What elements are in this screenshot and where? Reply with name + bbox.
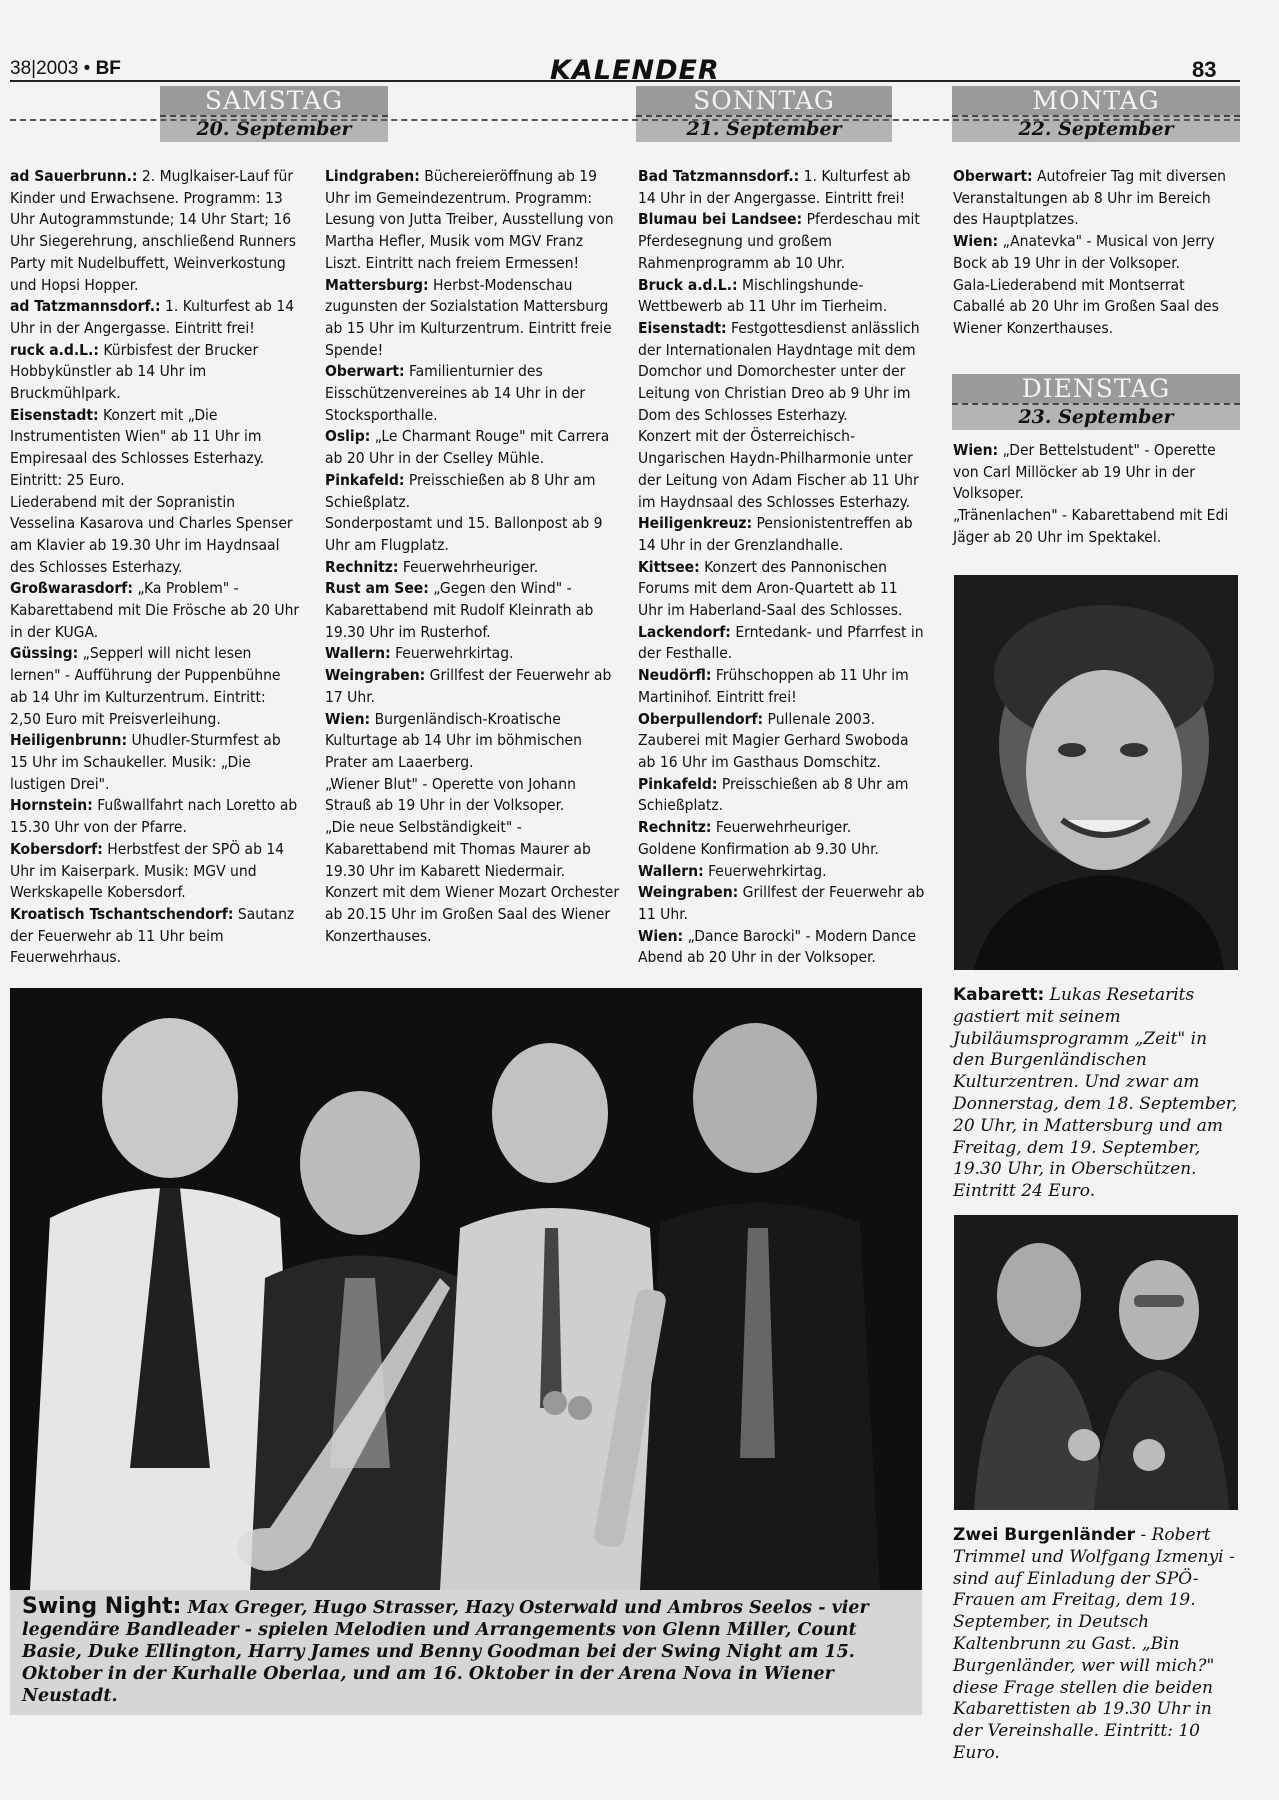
two-comedians-photo bbox=[954, 1215, 1238, 1510]
event-description: Preisschießen ab 8 Uhr am Schießplatz. bbox=[325, 470, 596, 511]
day-header-sunday bbox=[636, 86, 892, 142]
event-entry bbox=[638, 318, 926, 427]
event-entry bbox=[638, 817, 926, 839]
day-header-tuesday bbox=[952, 374, 1240, 430]
event-entry bbox=[953, 505, 1239, 548]
event-location: Mattersburg: bbox=[325, 275, 429, 294]
event-location: Rechnitz: bbox=[638, 818, 712, 837]
event-description: Konzert des Pannonischen Forums mit dem Aron-Quartett ab 11 Uhr im Haberland-Saal des Schlosses. bbox=[638, 557, 903, 620]
event-location: Rechnitz: bbox=[325, 557, 399, 576]
event-location: Wien: bbox=[953, 441, 999, 459]
event-location: Eisenstadt: bbox=[10, 405, 99, 424]
event-entry bbox=[325, 882, 623, 947]
event-description: Konzert mit „Die Instrumentisten Wien" ab 11 Uhr im Empiresaal des Schlosses Esterhazy. Eintritt: 25 Euro. bbox=[10, 405, 265, 489]
event-description: „Der Bettelstudent" - Operette von Carl Millöcker ab 19 Uhr in der Volksoper. bbox=[953, 441, 1216, 503]
event-entry bbox=[953, 166, 1239, 231]
event-entry bbox=[325, 275, 623, 362]
event-description: Gala-Liederabend mit Montserrat Caballé ab 20 Uhr im Großen Saal des Wiener Konzerthauses. bbox=[953, 275, 1219, 337]
event-entry bbox=[638, 426, 926, 513]
event-description: Preisschießen ab 8 Uhr am Schießplatz. bbox=[638, 774, 909, 815]
event-location: Weingraben: bbox=[638, 883, 739, 902]
event-entry bbox=[325, 578, 623, 643]
issue-number: 38|2003 • BF bbox=[10, 58, 121, 79]
day-header-saturday bbox=[160, 86, 388, 142]
section-title: KALENDER bbox=[550, 55, 720, 86]
event-description: Herbst-Modenschau zugunsten der Sozialstation Mattersburg ab 15 Uhr im Kulturzentrum. Eintritt freie Spende! bbox=[325, 275, 612, 359]
portrait-photo bbox=[954, 575, 1238, 970]
caption-lead: Zwei Burgenländer bbox=[953, 1525, 1136, 1545]
event-description: Herbstfest der SPÖ ab 14 Uhr im Kaiserpark. Musik: MGV und Werkskapelle Kobersdorf. bbox=[10, 839, 285, 902]
event-location: Oberwart: bbox=[325, 362, 405, 381]
event-description: Pullenale 2003. Zauberei mit Magier Gerhard Swoboda ab 16 Uhr im Gasthaus Domschitz. bbox=[638, 709, 909, 771]
event-description: Grillfest der Feuerwehr ab 17 Uhr. bbox=[325, 666, 612, 706]
event-entry bbox=[953, 440, 1239, 505]
caption-text: Lukas Resetarits gastiert mit seinem Jubiläumsprogramm „Zeit" in den Burgenländischen Kulturzentren. Und zwar am Donnerstag, dem 18. September, 20 Uhr, in Mattersburg und am Freitag, dem 19. September, 19.30 Uhr, in Oberschützen. Eintritt 24 Euro. bbox=[953, 985, 1238, 1202]
event-entry bbox=[638, 557, 926, 622]
column-saturday-1 bbox=[10, 166, 300, 969]
event-entry bbox=[10, 492, 300, 579]
event-location: ad Sauerbrunn.: bbox=[10, 167, 138, 185]
event-entry bbox=[638, 513, 926, 556]
kabarett-caption bbox=[953, 985, 1239, 1203]
day-name: DIENSTAG bbox=[1021, 374, 1171, 403]
caption-text: - Robert Trimmel und Wolfgang Izmenyi - sind auf Einladung der SPÖ-Frauen am Freitag, dem 19. September, in Deutsch Kaltenbrunn zu Gast. „Bin Burgenländer, wer will mich?" diese Frage stellen die beiden Kabarettisten ab 19.30 Uhr in der Vereinshalle. Eintritt: 10 Euro. bbox=[953, 1525, 1235, 1763]
event-description: „Gegen den Wind" - Kabarettabend mit Rudolf Kleinrath ab 19.30 Uhr im Rusterhof. bbox=[325, 579, 594, 641]
event-description: „Ka Problem" - Kabarettabend mit Die Frösche ab 20 Uhr in der KUGA. bbox=[10, 579, 300, 641]
day-name: SAMSTAG bbox=[204, 86, 344, 115]
event-entry bbox=[10, 405, 300, 492]
event-description: „Anatevka" - Musical von Jerry Bock ab 19 Uhr in der Volksoper. bbox=[953, 232, 1215, 272]
event-location: Bad Tatzmannsdorf.: bbox=[638, 167, 800, 185]
event-description: 2. Muglkaiser-Lauf für Kinder und Erwachsene. Programm: 13 Uhr Autogrammstunde; 14 Uhr Start; 16 Uhr Siegerehrung, anschließend Runners Party mit Nudelbuffett, Weinverkostung und Hopsi Hopper. bbox=[10, 167, 296, 294]
event-location: Wien: bbox=[953, 232, 999, 251]
event-description: Frühschoppen ab 11 Uhr im Martinihof. Eintritt frei! bbox=[638, 666, 909, 706]
event-location: Güssing: bbox=[10, 644, 79, 663]
event-location: Kittsee: bbox=[638, 557, 700, 576]
event-description: Familienturnier des Eisschützenvereines ab 14 Uhr in der Stocksporthalle. bbox=[325, 362, 586, 424]
event-location: Eisenstadt: bbox=[638, 318, 727, 337]
event-location: Blumau bei Landsee: bbox=[638, 210, 803, 229]
event-description: Feuerwehrheuriger. bbox=[711, 818, 852, 837]
event-location: Neudörfl: bbox=[638, 666, 712, 685]
event-location: Bruck a.d.L.: bbox=[638, 275, 738, 294]
event-entry bbox=[638, 861, 926, 883]
event-entry bbox=[638, 665, 926, 708]
event-entry bbox=[953, 231, 1239, 274]
day-date: 22. September bbox=[952, 115, 1240, 142]
event-description: Konzert mit dem Wiener Mozart Orchester ab 20.15 Uhr im Großen Saal des Wiener Konzerthauses. bbox=[325, 883, 620, 945]
event-entry bbox=[953, 275, 1239, 340]
event-location: Weingraben: bbox=[325, 666, 426, 685]
column-sunday bbox=[638, 166, 926, 969]
event-description: Konzert mit der Österreichisch-Ungarischen Haydn-Philharmonie unter der Leitung von Adam Fischer ab 11 Uhr im Haydnsaal des Schlosses Esterhazy. bbox=[638, 427, 919, 511]
column-saturday-2 bbox=[325, 166, 623, 947]
caption-lead: Swing Night: bbox=[22, 1594, 182, 1619]
event-description: Kürbisfest der Brucker Hobbykünstler ab 14 Uhr im Bruckmühlpark. bbox=[10, 340, 259, 403]
event-description: „Sepperl will nicht lesen lernen" - Aufführung der Puppenbühne ab 14 Uhr im Kulturzentrum. Eintritt: 2,50 Euro mit Preisverleihung. bbox=[10, 644, 281, 728]
event-entry bbox=[325, 513, 623, 556]
header-dashed-rule bbox=[10, 119, 1240, 121]
event-entry bbox=[638, 774, 926, 817]
event-entry bbox=[10, 166, 300, 296]
event-description: Feuerwehrkirtag. bbox=[390, 644, 514, 663]
event-entry bbox=[638, 709, 926, 774]
event-description: Autofreier Tag mit diversen Veranstaltungen ab 8 Uhr im Bereich des Hauptplatzes. bbox=[953, 167, 1226, 229]
event-entry bbox=[325, 361, 623, 426]
event-description: Festgottesdienst anlässlich der Internationalen Haydntage mit dem Domchor und Domorchester unter der Leitung von Christian Dreo ab 9 Uhr im Dom des Schlosses Esterhazy. bbox=[638, 318, 920, 424]
event-description: 1. Kulturfest ab 14 Uhr in der Angergasse. Eintritt frei! bbox=[10, 297, 295, 337]
event-entry bbox=[10, 340, 300, 405]
event-entry bbox=[10, 795, 300, 838]
event-entry bbox=[325, 643, 623, 665]
event-entry bbox=[325, 470, 623, 513]
event-location: Lackendorf: bbox=[638, 622, 731, 641]
event-entry bbox=[325, 774, 623, 817]
event-description: „Wiener Blut" - Operette von Johann Strauß ab 19 Uhr in der Volksoper. bbox=[325, 774, 576, 815]
event-entry bbox=[10, 730, 300, 795]
page-number: 83 bbox=[1192, 57, 1217, 82]
day-date: 20. September bbox=[160, 115, 388, 142]
event-entry bbox=[638, 209, 926, 274]
event-location: Wallern: bbox=[638, 861, 704, 880]
event-location: Oberpullendorf: bbox=[638, 709, 764, 728]
event-location: Heiligenkreuz: bbox=[638, 514, 753, 533]
event-entry bbox=[10, 296, 300, 339]
event-entry bbox=[325, 557, 623, 579]
event-description: 1. Kulturfest ab 14 Uhr in der Angergasse. Eintritt frei! bbox=[638, 167, 911, 207]
event-entry bbox=[638, 926, 926, 969]
event-description: Feuerwehrheuriger. bbox=[398, 557, 539, 576]
event-description: Sonderpostamt und 15. Ballonpost ab 9 Uhr am Flugplatz. bbox=[325, 514, 603, 554]
swing-night-caption bbox=[10, 1590, 922, 1715]
day-name: SONNTAG bbox=[693, 86, 835, 115]
event-location: Rust am See: bbox=[325, 579, 429, 598]
event-location: ruck a.d.L.: bbox=[10, 340, 99, 359]
event-entry bbox=[638, 166, 926, 209]
day-date: 23. September bbox=[952, 403, 1240, 430]
event-entry bbox=[638, 839, 926, 861]
header-rule bbox=[10, 80, 1240, 82]
event-location: Großwarasdorf: bbox=[10, 579, 133, 598]
event-entry bbox=[325, 817, 623, 882]
event-description: Erntedank- und Pfarrfest in der Festhalle. bbox=[638, 622, 924, 663]
event-entry bbox=[325, 426, 623, 469]
caption-lead: Kabarett: bbox=[953, 985, 1045, 1005]
event-location: Hornstein: bbox=[10, 796, 93, 815]
event-entry bbox=[10, 578, 300, 643]
day-header-monday bbox=[952, 86, 1240, 142]
event-entry bbox=[325, 709, 623, 774]
event-location: Heiligenbrunn: bbox=[10, 731, 128, 750]
event-description: „Dance Barocki" - Modern Dance Abend ab 20 Uhr in der Volksoper. bbox=[638, 926, 917, 967]
event-location: Kroatisch Tschantschendorf: bbox=[10, 904, 234, 923]
event-description: Fußwallfahrt nach Loretto ab 15.30 Uhr von der Pfarre. bbox=[10, 796, 298, 837]
event-description: Sautanz der Feuerwehr ab 11 Uhr beim Feuerwehrhaus. bbox=[10, 904, 295, 967]
day-name: MONTAG bbox=[1032, 86, 1160, 115]
event-location: Wien: bbox=[325, 709, 371, 728]
event-location: Wien: bbox=[638, 926, 684, 945]
event-location: Lindgraben: bbox=[325, 167, 420, 185]
event-location: ad Tatzmannsdorf.: bbox=[10, 297, 161, 316]
event-description: Pensionistentreffen ab 14 Uhr in der Grenzlandhalle. bbox=[638, 514, 913, 554]
event-entry bbox=[638, 275, 926, 318]
event-location: Kobersdorf: bbox=[10, 839, 103, 858]
event-description: „Le Charmant Rouge" mit Carrera ab 20 Uhr in der Cselley Mühle. bbox=[325, 427, 610, 468]
event-entry bbox=[638, 882, 926, 925]
swing-night-photo bbox=[10, 988, 922, 1590]
column-monday bbox=[953, 166, 1239, 340]
event-entry bbox=[10, 643, 300, 730]
event-location: Pinkafeld: bbox=[638, 774, 718, 793]
event-location: Oberwart: bbox=[953, 167, 1033, 185]
event-description: Burgenländisch-Kroatische Kulturtage ab 14 Uhr im böhmischen Prater am Laaerberg. bbox=[325, 709, 582, 771]
event-description: „Tränenlachen" - Kabarettabend mit Edi Jäger ab 20 Uhr im Spektakel. bbox=[953, 506, 1229, 546]
event-description: Büchereieröffnung ab 19 Uhr im Gemeindezentrum. Programm: Lesung von Jutta Treiber, Ausstellung von Martha Hefler, Musik vom MGV Franz Liszt. Eintritt nach freiem Ermessen! bbox=[325, 167, 614, 272]
event-entry bbox=[10, 904, 300, 969]
event-location: Oslip: bbox=[325, 427, 371, 446]
event-description: Goldene Konfirmation ab 9.30 Uhr. bbox=[638, 839, 879, 858]
event-description: Uhudler-Sturmfest ab 15 Uhr im Schaukeller. Musik: „Die lustigen Drei". bbox=[10, 731, 281, 793]
event-entry bbox=[638, 622, 926, 665]
event-description: Mischlingshunde-Wettbewerb ab 11 Uhr im Tierheim. bbox=[638, 275, 888, 316]
event-description: Pferdeschau mit Pferdesegnung und großem Rahmenprogramm ab 10 Uhr. bbox=[638, 210, 920, 272]
caption-text: Max Greger, Hugo Strasser, Hazy Osterwald und Ambros Seelos - vier legendäre Bandleader - spielen Melodien und Arrangements von Glenn Miller, Count Basie, Duke Ellington, Harry James und Benny Goodman bei der Swing Night am 15. Oktober in der Kurhalle Oberlaa, und am 16. Oktober in der Arena Nova in Wiener Neustadt. bbox=[22, 1598, 869, 1706]
event-entry bbox=[325, 166, 623, 275]
event-description: „Die neue Selbständigkeit" - Kabarettabend mit Thomas Maurer ab 19.30 Uhr im Kabarett Niedermair. bbox=[325, 818, 591, 880]
event-entry bbox=[325, 665, 623, 708]
event-description: Feuerwehrkirtag. bbox=[703, 861, 827, 880]
event-location: Wallern: bbox=[325, 644, 391, 663]
zwei-burgenlaender-caption bbox=[953, 1525, 1239, 1765]
event-entry bbox=[10, 839, 300, 904]
event-description: Grillfest der Feuerwehr ab 11 Uhr. bbox=[638, 883, 925, 923]
column-tuesday bbox=[953, 440, 1239, 549]
day-date: 21. September bbox=[636, 115, 892, 142]
event-description: Liederabend mit der Sopranistin Vesselina Kasarova und Charles Spenser am Klavier ab 19.30 Uhr im Haydnsaal des Schlosses Esterhazy. bbox=[10, 492, 293, 576]
event-location: Pinkafeld: bbox=[325, 470, 405, 489]
